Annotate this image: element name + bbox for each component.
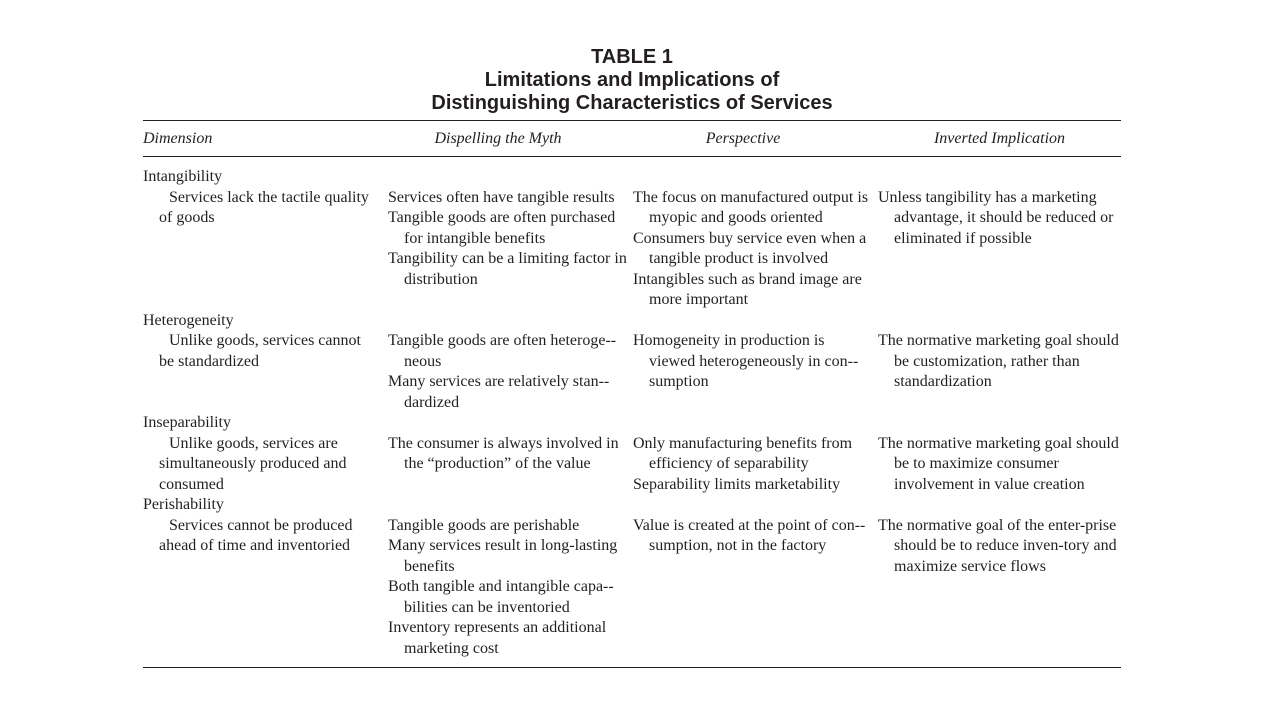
perspective-cell [633, 434, 878, 496]
header-rule [143, 156, 1121, 157]
dimension-name: Perishability [143, 496, 224, 513]
dimension-cell [143, 331, 388, 372]
implication-cell [878, 516, 1121, 578]
myth-item: Many services are relatively stan-dardized [388, 373, 610, 411]
header-perspective: Perspective [705, 130, 781, 147]
bottom-rule [143, 667, 1121, 668]
myth-item: Tangibility can be a limiting factor in distribution [388, 250, 627, 288]
table-label: TABLE 1 [591, 46, 673, 68]
table-row [143, 434, 1121, 496]
myth-item: Services often have tangible results [388, 188, 615, 206]
myth-item: Inventory represents an additional marketing cost [388, 619, 607, 657]
header-dispelling-the-myth: Dispelling the Myth [434, 130, 562, 147]
table-row [143, 331, 1121, 413]
perspective-item: Consumers buy service even when a tangible product is involved [633, 229, 867, 267]
table-caption [143, 46, 1121, 115]
myth-cell [388, 516, 633, 660]
perspective-item: Only manufacturing benefits from efficiency of separability [633, 434, 853, 472]
dimension-cell [143, 188, 388, 229]
myth-item: Tangible goods are often heteroge-neous [388, 332, 617, 370]
implication-item: The normative goal of the enter-prise should be to reduce inven-tory and maximize service flows [878, 516, 1117, 575]
perspective-cell [633, 516, 878, 557]
myth-item: Tangible goods are perishable [388, 516, 580, 534]
perspective-item: Homogeneity in production is viewed heterogeneously in con-sumption [633, 332, 859, 390]
perspective-cell [633, 188, 878, 311]
implication-cell [878, 434, 1121, 496]
myth-item: Many services result in long-lasting benefits [388, 537, 618, 575]
table-body [143, 167, 1121, 659]
table-row [143, 188, 1121, 311]
header-dimension: Dimension [143, 130, 213, 147]
dimension-name: Intangibility [143, 168, 223, 185]
table-title-line-1: Limitations and Implications of [484, 69, 780, 91]
myth-cell [388, 434, 633, 475]
table-title-line-2: Distinguishing Characteristics of Services [431, 92, 833, 114]
perspective-item: Value is created at the point of con-sumption, not in the factory [633, 516, 866, 554]
dimension-description: Services cannot be produced ahead of time and inventoried [159, 516, 353, 554]
dimension-description: Services lack the tactile quality of goods [159, 188, 369, 226]
table-row [143, 516, 1121, 660]
dimension-cell [143, 434, 388, 496]
implication-cell [878, 331, 1121, 393]
dimension-cell [143, 516, 388, 557]
myth-item: The consumer is always involved in the “production” of the value [388, 434, 619, 472]
dimension-description: Unlike goods, services cannot be standardized [159, 332, 361, 370]
dimension-description: Unlike goods, services are simultaneously produced and consumed [159, 434, 347, 493]
implication-cell [878, 188, 1121, 250]
dimension-name: Heterogeneity [143, 311, 234, 329]
perspective-item: Separability limits marketability [633, 475, 841, 493]
perspective-cell [633, 331, 878, 393]
myth-cell [388, 331, 633, 413]
dimension-name: Inseparability [143, 414, 231, 431]
top-rule [143, 120, 1121, 121]
perspective-item: The focus on manufactured output is myopic and goods oriented [633, 188, 869, 226]
implication-item: The normative marketing goal should be to maximize consumer involvement in value creation [878, 434, 1119, 493]
myth-item: Both tangible and intangible capa-bilities can be inventoried [388, 578, 614, 616]
myth-item: Tangible goods are often purchased for intangible benefits [388, 209, 616, 247]
perspective-item: Intangibles such as brand image are more important [633, 270, 862, 308]
myth-cell [388, 188, 633, 291]
implication-item: Unless tangibility has a marketing advantage, it should be reduced or eliminated if possible [878, 188, 1114, 247]
implication-item: The normative marketing goal should be customization, rather than standardization [878, 332, 1119, 390]
header-inverted-implication: Inverted Implication [933, 130, 1066, 147]
